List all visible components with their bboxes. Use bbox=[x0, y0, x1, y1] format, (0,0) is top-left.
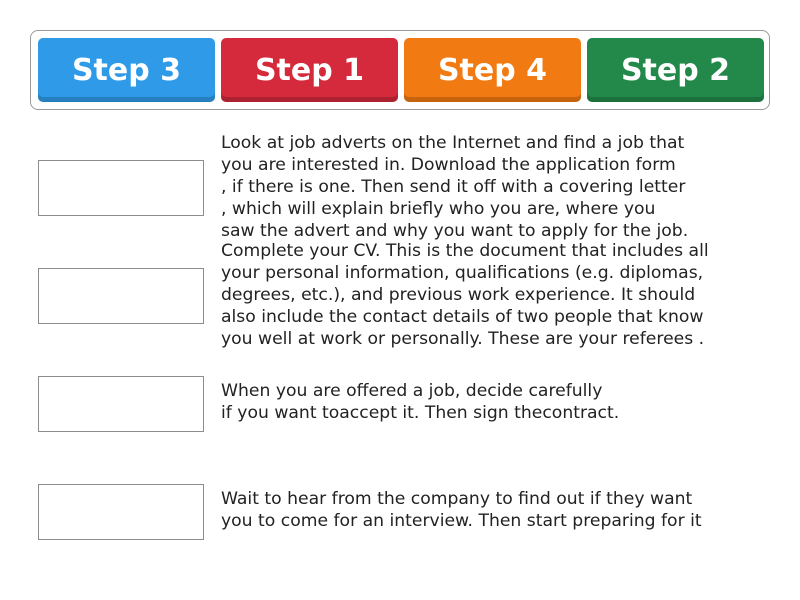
step-3-tile[interactable]: Step 3 bbox=[38, 38, 215, 102]
answer-tray bbox=[30, 30, 770, 110]
description-line: you are interested in. Download the application form bbox=[221, 155, 676, 175]
step-2-tile[interactable]: Step 2 bbox=[587, 38, 764, 102]
description-line: Look at job adverts on the Internet and find a job that bbox=[221, 133, 685, 153]
description-line: When you are offered a job, decide carefully bbox=[221, 381, 603, 401]
drop-box-4[interactable] bbox=[38, 484, 204, 540]
description-1 bbox=[221, 132, 781, 242]
description-line: your personal information, qualifications (e.g. diplomas, bbox=[221, 263, 704, 283]
description-line: if you want toaccept it. Then sign thecontract. bbox=[221, 403, 620, 423]
drop-box-2[interactable] bbox=[38, 268, 204, 324]
description-3 bbox=[221, 380, 781, 424]
description-2 bbox=[221, 240, 781, 350]
description-line: saw the advert and why you want to apply for the job. bbox=[221, 221, 689, 241]
drop-box-1[interactable] bbox=[38, 160, 204, 216]
description-line: you well at work or personally. These are your referees . bbox=[221, 329, 705, 349]
description-4 bbox=[221, 488, 781, 532]
step-4-tile[interactable]: Step 4 bbox=[404, 38, 581, 102]
description-line: Complete your CV. This is the document that includes all bbox=[221, 241, 709, 261]
description-line: also include the contact details of two people that know bbox=[221, 307, 704, 327]
description-line: , if there is one. Then send it off with a covering letter bbox=[221, 177, 686, 197]
description-line: degrees, etc.), and previous work experience. It should bbox=[221, 285, 696, 305]
description-line: Wait to hear from the company to find out if they want bbox=[221, 489, 693, 509]
description-line: , which will explain briefly who you are, where you bbox=[221, 199, 656, 219]
step-1-tile[interactable]: Step 1 bbox=[221, 38, 398, 102]
description-line: you to come for an interview. Then start preparing for it bbox=[221, 511, 702, 531]
drop-box-3[interactable] bbox=[38, 376, 204, 432]
